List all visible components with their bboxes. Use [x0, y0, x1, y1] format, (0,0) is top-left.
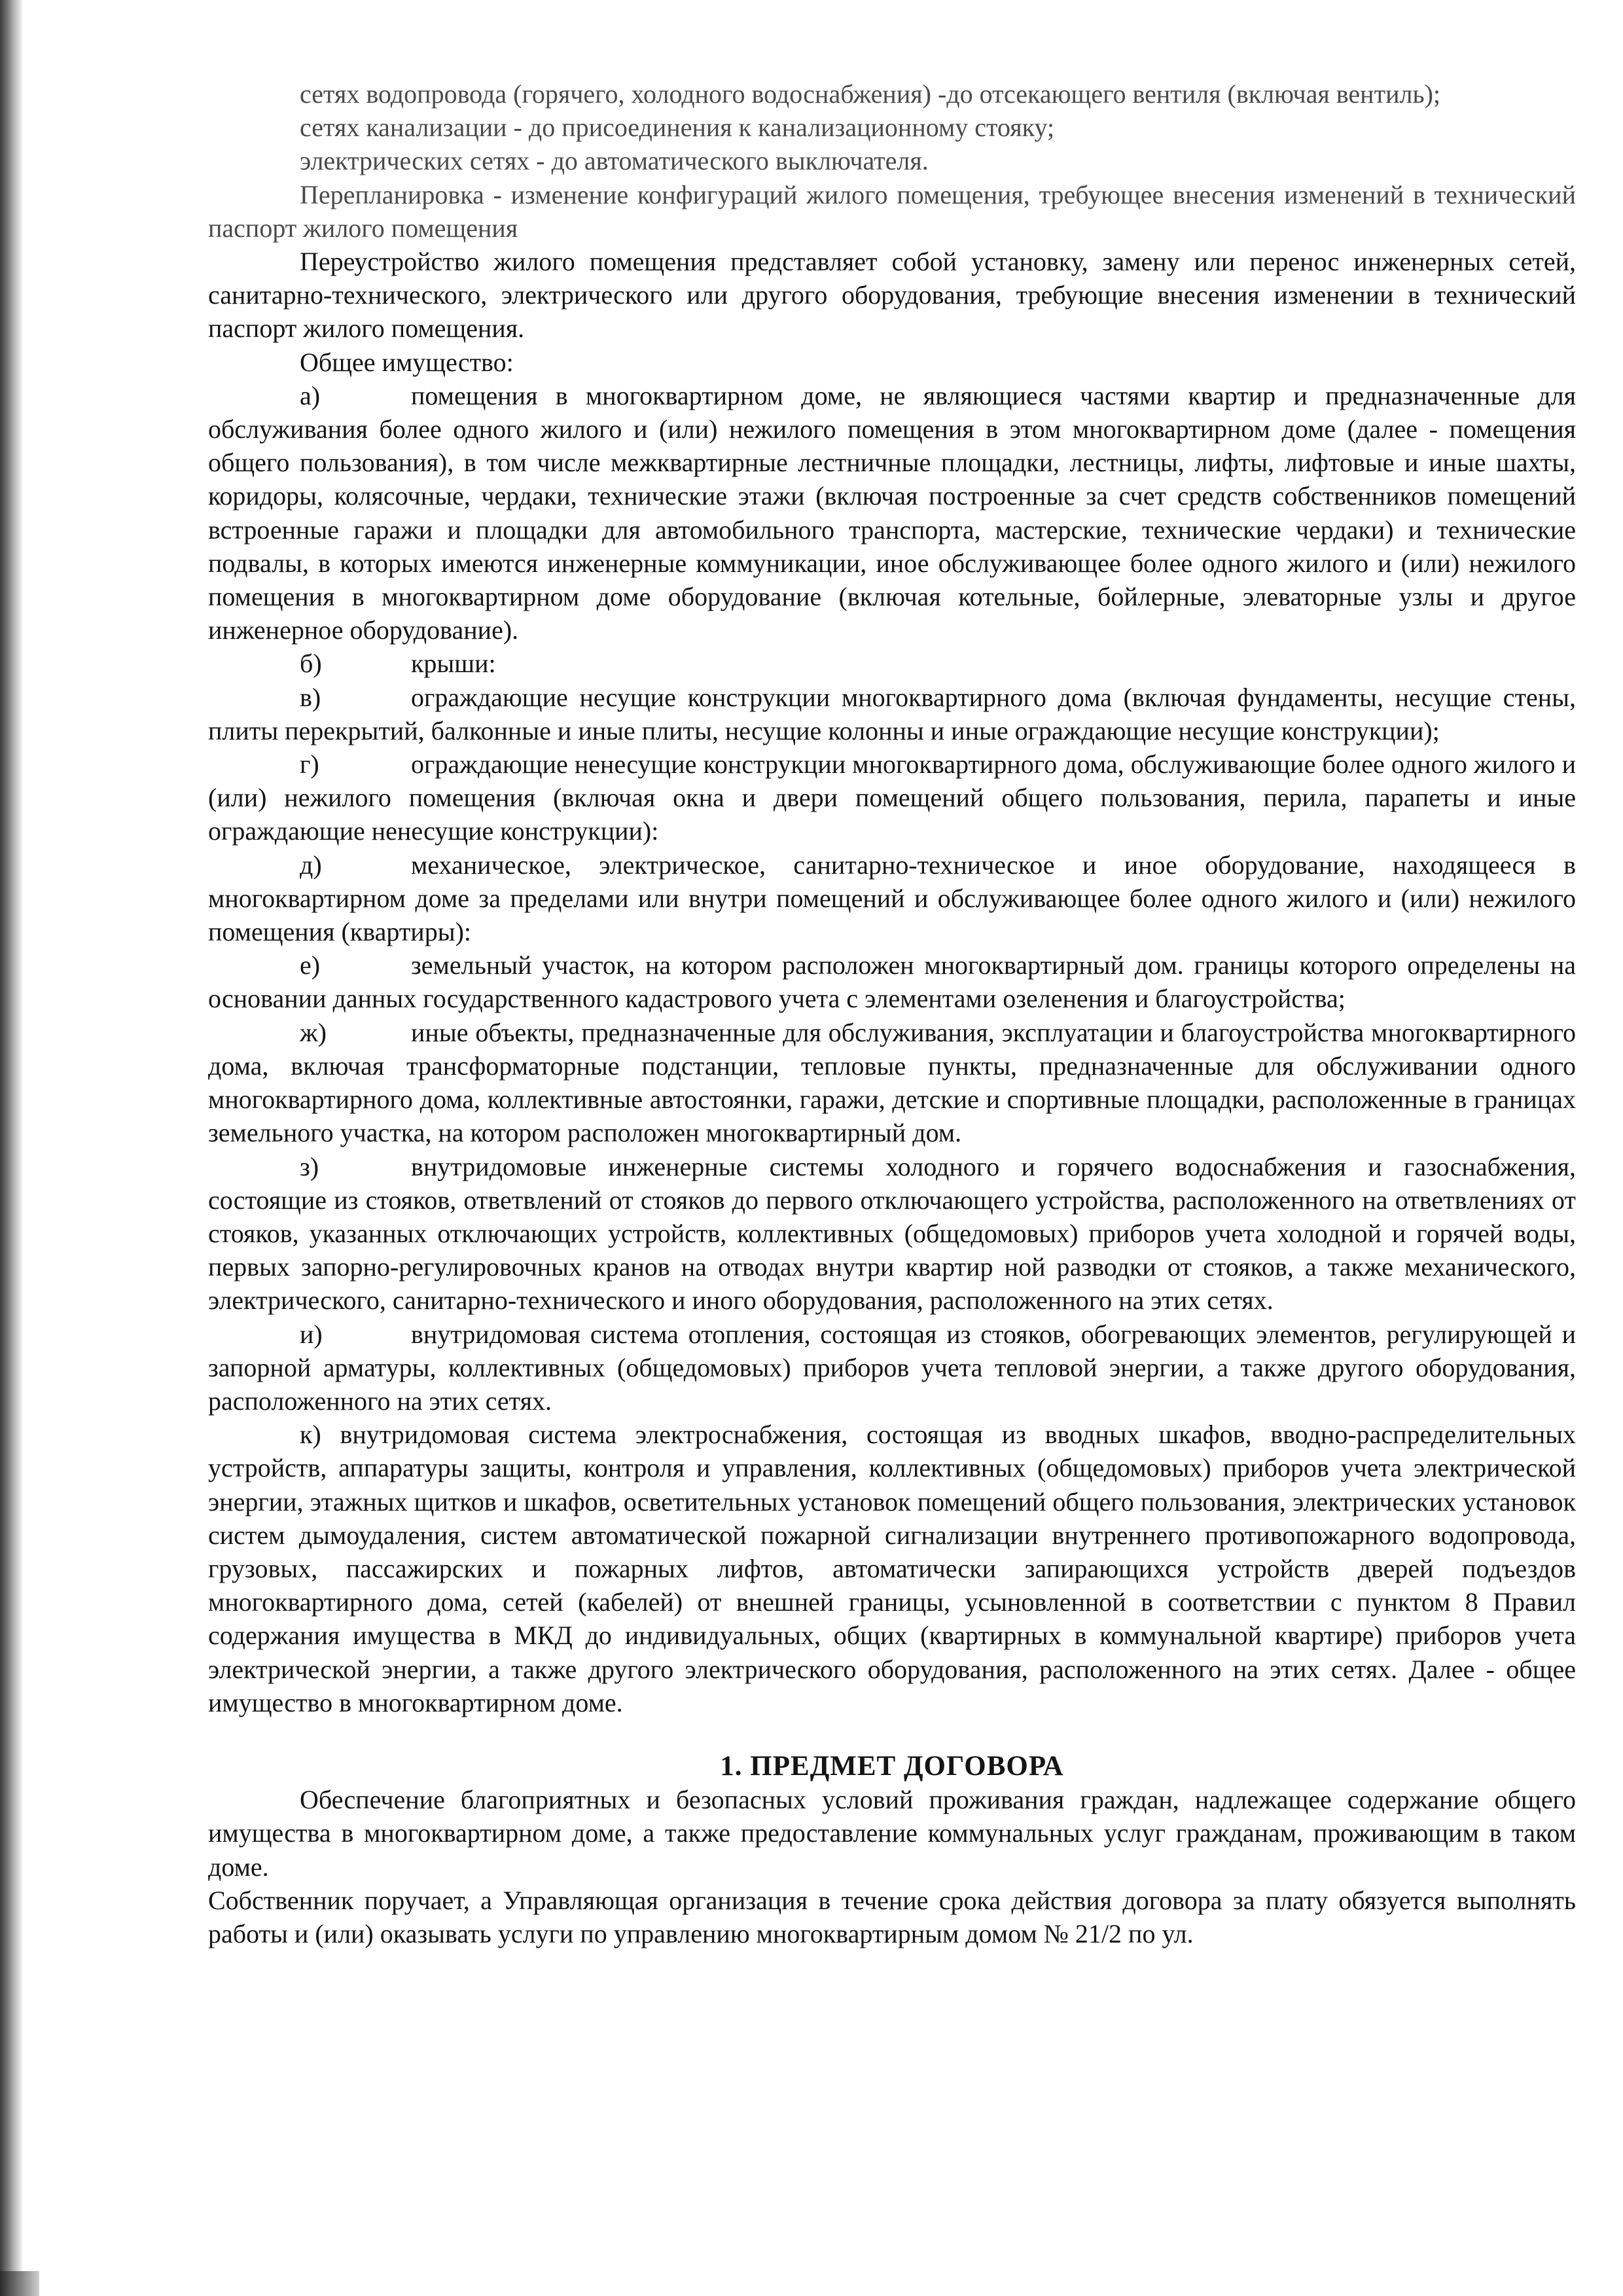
- list-item-e: [208, 948, 1576, 1015]
- scan-corner-shadow: [0, 2271, 39, 2296]
- list-item-text: крыши:: [411, 649, 496, 679]
- list-item-text: механическое, электрическое, санитарно-техническое и иное оборудование, находящееся в многоквартирном доме за пределами или внутри помещений и обслуживающее более одного жилого и (или) нежилого помещения (квартиры):: [208, 850, 1576, 947]
- list-item-i: [208, 1318, 1576, 1418]
- list-item-text: помещения в многоквартирном доме, не являющиеся частями квартир и предназначенные для обслуживания более одного жилого и (или) нежилого помещения в этом многоквартирном доме (далее - помещения общего пользования), в том числе межквартирные лестничные площадки, лестницы, лифты, лифтовые и иные шахты, коридоры, колясочные, чердаки, технические этажи (включая построенные за счет средств собственников помещений встроенные гаражи и площадки для автомобильного транспорта, мастерские, технические чердаки) и технические подвалы, в которых имеются инженерные коммуникации, иное обслуживающее более одного жилого и (или) нежилого помещения в многоквартирном доме оборудование (включая котельные, бойлерные, элеваторные узлы и другое инженерное оборудование).: [208, 380, 1576, 645]
- document-page: [208, 77, 1576, 1950]
- paragraph-subject-assignment: Собственник поручает, а Управляющая организация в течение срока действия договора за плату обязуется выполнять работы и (или) оказывать услуги по управлению многоквартирным домом № 21/2 по ул.: [208, 1885, 1576, 1948]
- list-item-text: внутридомовая система отопления, состоящая из стояков, обогревающих элементов, регулирующей и запорной арматуры, коллективных (общедомовых) приборов учета тепловой энергии, а также другого оборудования, расположенного на этих сетях.: [208, 1319, 1576, 1416]
- list-item-d: [208, 848, 1576, 949]
- scan-left-edge: [0, 0, 22, 2296]
- paragraph-replanning: Перепланировка - изменение конфигураций жилого помещения, требующее внесения изменений в технический паспорт жилого помещения: [208, 179, 1576, 243]
- list-item-letter: б): [300, 649, 322, 679]
- list-item-letter: д): [300, 850, 322, 880]
- list-item-g: [208, 747, 1576, 848]
- paragraph-sewer-networks: сетях канализации - до присоединения к канализационному стояку;: [300, 113, 1055, 143]
- section-heading-subject: 1. ПРЕДМЕТ ДОГОВОРА: [720, 1750, 1064, 1782]
- list-item-zh: [208, 1016, 1576, 1150]
- paragraph-common-property-title: Общее имущество:: [300, 347, 514, 377]
- paragraph-reconstruction: Переустройство жилого помещения представляет собой установку, замену или перенос инженерных сетей, санитарно-технического, электрического или другого оборудования, требующие внесения изменении в технический паспорт жилого помещения.: [208, 247, 1576, 344]
- list-item-text: иные объекты, предназначенные для обслуживания, эксплуатации и благоустройства многоквартирного дома, включая трансформаторные подстанции, тепловые пункты, предназначенные для обслуживании одного многоквартирного дома, коллективные автостоянки, гаражи, детские и спортивные площадки, расположенные в границах земельного участка, на котором расположен многоквартирный дом.: [208, 1017, 1576, 1148]
- paragraph-water-networks: сетях водопровода (горячего, холодного водоснабжения) -до отсекающего вентиля (включая вентиль);: [300, 79, 1441, 109]
- list-item-letter: з): [300, 1151, 319, 1181]
- list-item-letter: ж): [300, 1017, 327, 1047]
- list-item-text: ограждающие несущие конструкции многоквартирного дома (включая фундаменты, несущие стены, плиты перекрытий, балконные и иные плиты, несущие колонны и иные ограждающие несущие конструкции);: [208, 682, 1576, 745]
- list-item-text: внутридомовые инженерные системы холодного и горячего водоснабжения и газоснабжения, состоящие из стояков, ответвлений от стояков до первого отключающего устройства, расположенного на ответвлениях от стояков, указанных отключающих устройств, коллективных (общедомовых) приборов учета холодной и горячей воды, первых запорно-регулировочных кранов на отводах внутри квартир ной разводки от стояков, а также механического, электрического, санитарно-технического и иного оборудования, расположенного на этих сетях.: [208, 1151, 1576, 1316]
- list-item-letter: е): [300, 950, 321, 980]
- list-item-text: земельный участок, на котором расположен многоквартирный дом. границы которого определены на основании данных государственного кадастрового учета с элементами озеленения и благоустройства;: [208, 950, 1576, 1014]
- paragraph-electric-networks: электрических сетях - до автоматического выключателя.: [300, 146, 929, 176]
- list-item-k: к) внутридомовая система электроснабжения, состоящая из вводных шкафов, вводно-распределительных устройств, аппаратуры защиты, контроля и управления, коллективных (общедомовых) приборов учета электрической энергии, этажных щитков и шкафов, осветительных установок помещений общего пользования, электрических установок систем дымоудаления, систем автоматической пожарной сигнализации внутреннего противопожарного водопровода, грузовых, пассажирских и пожарных лифтов, автоматически запирающихся устройств дверей подъездов многоквартирного дома, сетей (кабелей) от внешней границы, усыновленной в соответствии с пунктом 8 Правил содержания имущества в МКД до индивидуальных, общих (квартирных в коммунальной квартире) приборов учета электрической энергии, а также другого электрического оборудования, расположенного на этих сетях. Далее - общее имущество в многоквартирном доме.: [208, 1420, 1576, 1717]
- list-item-letter: и): [300, 1319, 323, 1349]
- list-item-letter: в): [300, 682, 321, 712]
- list-item-letter: а): [300, 380, 321, 410]
- list-item-v: [208, 681, 1576, 747]
- list-item-a: [208, 379, 1576, 647]
- paragraph-subject-goal: Обеспечение благоприятных и безопасных условий проживания граждан, надлежащее содержание общего имущества в многоквартирном доме, а также предоставление коммунальных услуг гражданам, проживающим в таком доме.: [208, 1785, 1576, 1882]
- list-item-text: ограждающие ненесущие конструкции многоквартирного дома, обслуживающие более одного жилого и (или) нежилого помещения (включая окна и двери помещений общего пользования, перила, парапеты и иные ограждающие ненесущие конструкции):: [208, 749, 1576, 846]
- list-item-b: [208, 647, 1576, 680]
- list-item-letter: г): [300, 749, 319, 780]
- list-item-z: [208, 1150, 1576, 1318]
